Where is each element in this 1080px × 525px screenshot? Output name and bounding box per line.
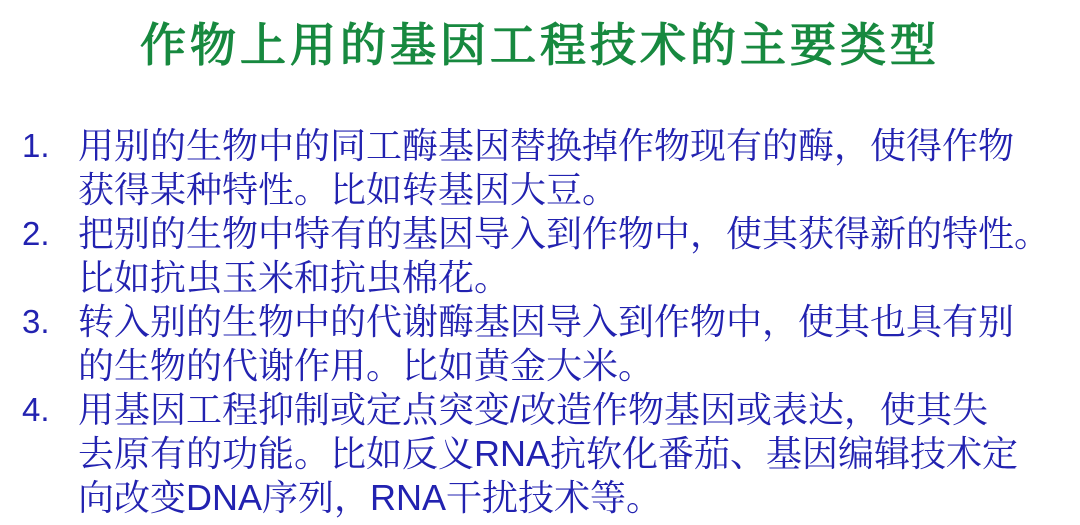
item-line: 比如抗虫玉米和抗虫棉花。 [78, 257, 511, 298]
item-line: 把别的生物中特有的基因导入到作物中，使其获得新的特性。 [78, 213, 1051, 254]
item-line: 用别的生物中的同工酶基因替换掉作物现有的酶，使得作物 [78, 125, 1015, 166]
item-number: 4. [22, 391, 50, 428]
item-number: 3. [22, 303, 50, 340]
item-text [78, 388, 1080, 520]
item-list [0, 124, 1080, 520]
item-line: 转入别的生物中的代谢酶基因导入到作物中，使其也具有别 [78, 301, 1015, 342]
item-text [78, 124, 1080, 212]
item-number: 1. [22, 127, 50, 164]
item-number: 2. [22, 215, 50, 252]
item-line: 去原有的功能。比如反义RNA抗软化番茄、基因编辑技术定 [78, 433, 1019, 474]
list-item-1 [0, 124, 1080, 212]
item-line: 向改变DNA序列，RNA干扰技术等。 [78, 477, 663, 518]
item-line: 获得某种特性。比如转基因大豆。 [78, 169, 619, 210]
item-text [78, 212, 1080, 300]
slide-title: 作物上用的基因工程技术的主要类型 [140, 19, 940, 71]
list-item-2 [0, 212, 1080, 300]
item-text [78, 300, 1080, 388]
item-line: 的生物的代谢作用。比如黄金大米。 [78, 345, 655, 386]
list-item-3 [0, 300, 1080, 388]
item-line: 用基因工程抑制或定点突变/改造作物基因或表达，使其失 [78, 389, 989, 430]
list-item-4 [0, 388, 1080, 520]
